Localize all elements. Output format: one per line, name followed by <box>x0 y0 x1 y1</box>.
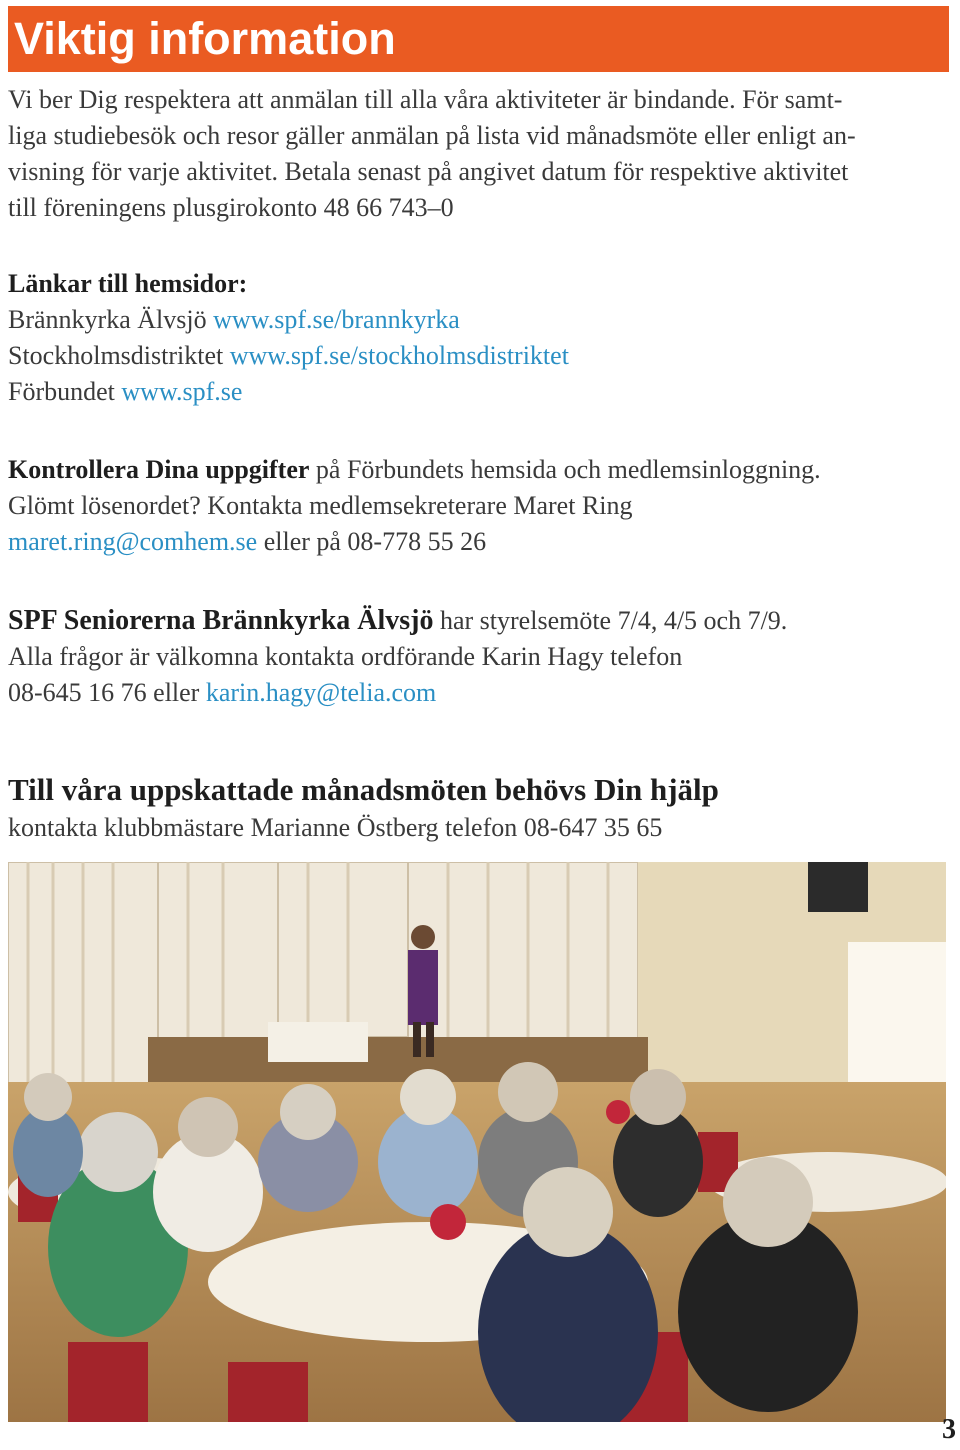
link-row-forbundet <box>8 374 948 410</box>
kontroll-heading: Kontrollera Dina uppgifter <box>8 455 310 484</box>
kontroll-phone: eller på 08-778 55 26 <box>257 527 487 556</box>
link-label: Förbundet <box>8 377 115 406</box>
kontroll-line2: Glömt lösenordet? Kontakta medlemsekreterare Maret Ring <box>8 491 633 520</box>
link-label: Brännkyrka Älvsjö <box>8 305 207 334</box>
help-heading: Till våra uppskattade månadsmöten behövs Din hjälp <box>8 772 719 807</box>
styrelse-phone: 08-645 16 76 eller <box>8 678 206 707</box>
page-title: Viktig information <box>14 13 396 64</box>
email-link-maret[interactable]: maret.ring@comhem.se <box>8 527 258 556</box>
styrelse-text: har styrelsemöte 7/4, 4/5 och 7/9. <box>433 606 788 635</box>
link-row-stockholm <box>8 338 948 374</box>
link-brannkyrka[interactable]: www.spf.se/brannkyrka <box>213 305 460 334</box>
styrelse-line2: Alla frågor är välkomna kontakta ordförande Karin Hagy telefon <box>8 642 683 671</box>
intro-paragraph <box>8 82 948 226</box>
page-number: 3 <box>942 1414 956 1445</box>
styrelse-section <box>8 603 948 711</box>
meeting-photo <box>8 862 946 1422</box>
links-heading: Länkar till hemsidor: <box>8 269 248 298</box>
intro-line: liga studiebesök och resor gäller anmälan på lista vid månadsmöte eller enligt an- <box>8 121 856 150</box>
intro-line: visning för varje aktivitet. Betala senast på angivet datum för respektive aktivitet <box>8 157 849 186</box>
kontroll-section <box>8 452 948 560</box>
link-row-brannkyrka <box>8 302 948 338</box>
meeting-photo-illustration <box>8 862 946 1422</box>
help-section <box>8 770 948 846</box>
intro-line: Vi ber Dig respektera att anmälan till alla våra aktiviteter är bindande. För samt- <box>8 85 843 114</box>
link-stockholmsdistriktet[interactable]: www.spf.se/stockholmsdistriktet <box>229 341 569 370</box>
link-forbundet[interactable]: www.spf.se <box>121 377 243 406</box>
kontroll-text: på Förbundets hemsida och medlemsinloggning. <box>309 455 821 484</box>
styrelse-heading: SPF Seniorerna Brännkyrka Älvsjö <box>8 605 434 636</box>
header-banner <box>8 6 949 72</box>
intro-line: till föreningens plusgirokonto 48 66 743–0 <box>8 193 454 222</box>
links-section <box>8 266 948 410</box>
email-link-karin[interactable]: karin.hagy@telia.com <box>205 678 437 707</box>
link-label: Stockholmsdistriktet <box>8 341 224 370</box>
help-text: kontakta klubbmästare Marianne Östberg telefon 08-647 35 65 <box>8 813 663 842</box>
